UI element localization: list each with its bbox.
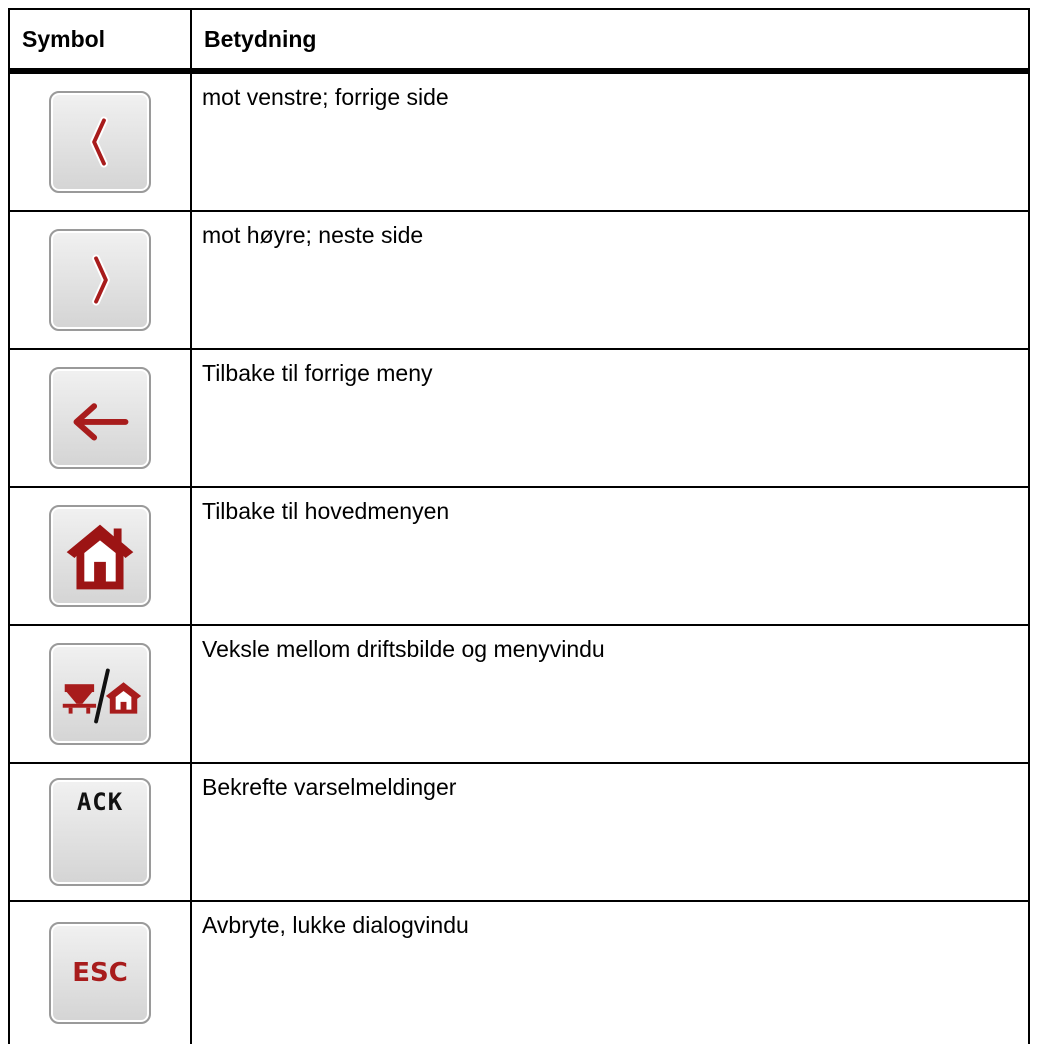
symbol-cell	[9, 625, 191, 763]
view-toggle-button[interactable]	[49, 643, 151, 745]
table-row	[9, 71, 1029, 211]
symbol-cell	[9, 71, 191, 211]
meaning-cell: Bekrefte varselmeldinger	[191, 763, 1029, 901]
symbol-table	[8, 8, 1030, 1044]
table-row	[9, 625, 1029, 763]
home-button[interactable]	[49, 505, 151, 607]
esc-icon: ESC	[72, 958, 128, 988]
meaning-cell: mot høyre; neste side	[191, 211, 1029, 349]
table-row	[9, 487, 1029, 625]
header-meaning: Betydning	[191, 9, 1029, 71]
meaning-cell: mot venstre; forrige side	[191, 71, 1029, 211]
ack-button[interactable]	[49, 778, 151, 886]
symbol-cell	[9, 487, 191, 625]
arrow-left-icon	[51, 369, 149, 467]
spreader-home-toggle-icon	[51, 645, 149, 743]
header-symbol: Symbol	[9, 9, 191, 71]
back-button[interactable]	[49, 367, 151, 469]
symbol-cell	[9, 349, 191, 487]
ack-icon: ACK	[76, 788, 124, 816]
symbol-cell	[9, 901, 191, 1044]
meaning-cell: Veksle mellom driftsbilde og menyvindu	[191, 625, 1029, 763]
table-row	[9, 901, 1029, 1044]
next-page-button[interactable]	[49, 229, 151, 331]
meaning-cell: Tilbake til forrige meny	[191, 349, 1029, 487]
table-row	[9, 211, 1029, 349]
meaning-cell: Tilbake til hovedmenyen	[191, 487, 1029, 625]
table-header-row	[9, 9, 1029, 71]
table-row	[9, 349, 1029, 487]
table-row	[9, 763, 1029, 901]
symbol-cell	[9, 763, 191, 901]
home-icon	[51, 507, 149, 605]
symbol-cell	[9, 211, 191, 349]
chevron-left-icon	[51, 93, 149, 191]
meaning-cell: Avbryte, lukke dialogvindu	[191, 901, 1029, 1044]
previous-page-button[interactable]	[49, 91, 151, 193]
esc-button[interactable]	[49, 922, 151, 1024]
chevron-right-icon	[51, 231, 149, 329]
